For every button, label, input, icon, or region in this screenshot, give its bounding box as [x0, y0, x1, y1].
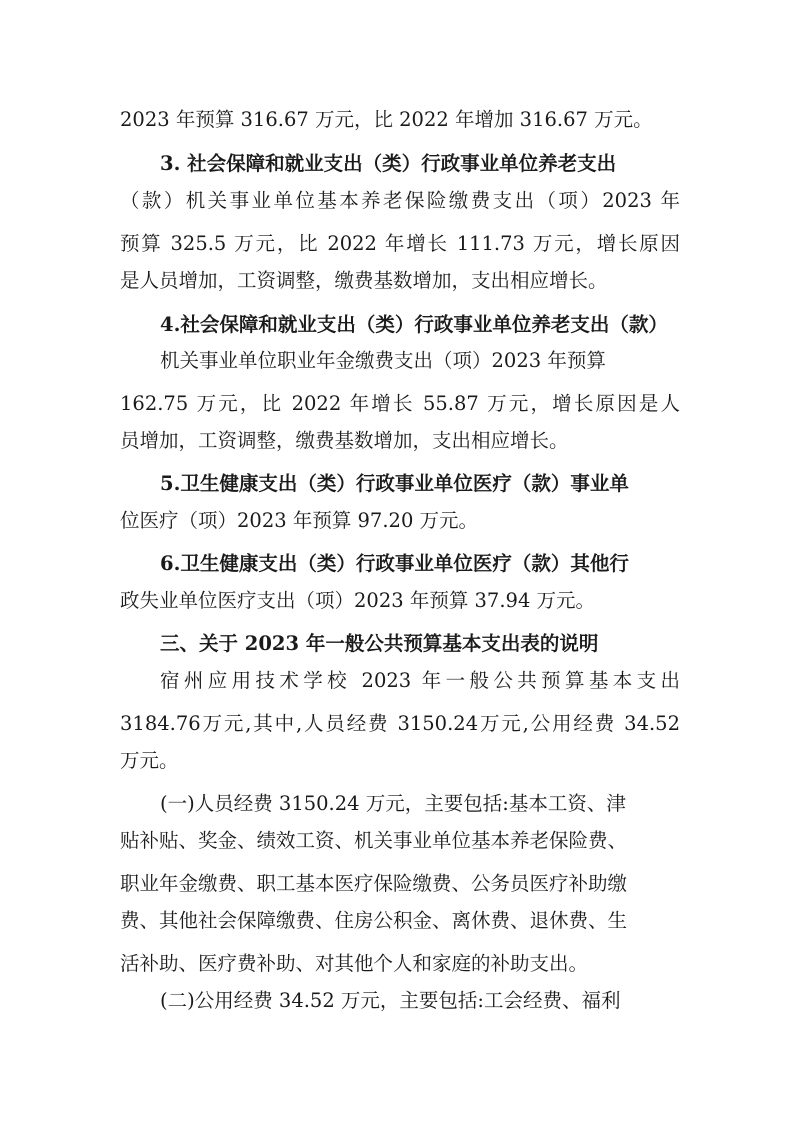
- paragraph-line: 活补助、医疗费补助、对其他个人和家庭的补助支出。: [120, 952, 589, 975]
- paragraph-line: 员增加，工资调整，缴费基数增加，支出相应增长。: [120, 429, 569, 452]
- section-heading-4: 4.社会保障和就业支出（类）行政事业单位养老支出（款）: [160, 313, 668, 336]
- paragraph-line: 162.75 万元，比 2022 年增长 55.87 万元，增长原因是人: [120, 392, 680, 415]
- paragraph-line: 2023 年预算 316.67 万元，比 2022 年增加 316.67 万元。: [120, 108, 653, 131]
- paragraph-line: 万元。: [120, 749, 179, 772]
- section-heading-three: 三、关于 2023 年一般公共预算基本支出表的说明: [160, 632, 599, 655]
- paragraph-line: 职业年金缴费、职工基本医疗保险缴费、公务员医疗补助缴: [120, 872, 628, 895]
- paragraph-line: （款）机关事业单位基本养老保险缴费支出（项）2023 年: [120, 189, 680, 212]
- paragraph-line: 费、其他社会保障缴费、住房公积金、离休费、退休费、生: [120, 909, 628, 932]
- section-heading-5: 5.卫生健康支出（类）行政事业单位医疗（款）事业单: [160, 472, 629, 495]
- paragraph-line: 3184.76万元,其中,人员经费 3150.24万元,公用经费 34.52: [120, 712, 680, 735]
- paragraph-line: 位医疗（项）2023 年预算 97.20 万元。: [120, 509, 479, 532]
- paragraph-line: 是人员增加，工资调整，缴费基数增加，支出相应增长。: [120, 269, 608, 292]
- paragraph-line: (一)人员经费 3150.24 万元，主要包括:基本工资、津: [160, 792, 626, 815]
- paragraph-line: 机关事业单位职业年金缴费支出（项）2023 年预算: [160, 349, 606, 372]
- section-heading-6: 6.卫生健康支出（类）行政事业单位医疗（款）其他行: [160, 552, 629, 575]
- paragraph-line: 预算 325.5 万元，比 2022 年增长 111.73 万元，增长原因: [120, 232, 680, 255]
- paragraph-line: 宿州应用技术学校 2023 年一般公共预算基本支出: [160, 669, 680, 692]
- paragraph-line: (二)公用经费 34.52 万元，主要包括:工会经费、福利: [160, 989, 621, 1012]
- paragraph-line: 政失业单位医疗支出（项）2023 年预算 37.94 万元。: [120, 589, 596, 612]
- section-heading-3: 3. 社会保障和就业支出（类）行政事业单位养老支出: [160, 152, 617, 175]
- paragraph-line: 贴补贴、奖金、绩效工资、机关事业单位基本养老保险费、: [120, 829, 628, 852]
